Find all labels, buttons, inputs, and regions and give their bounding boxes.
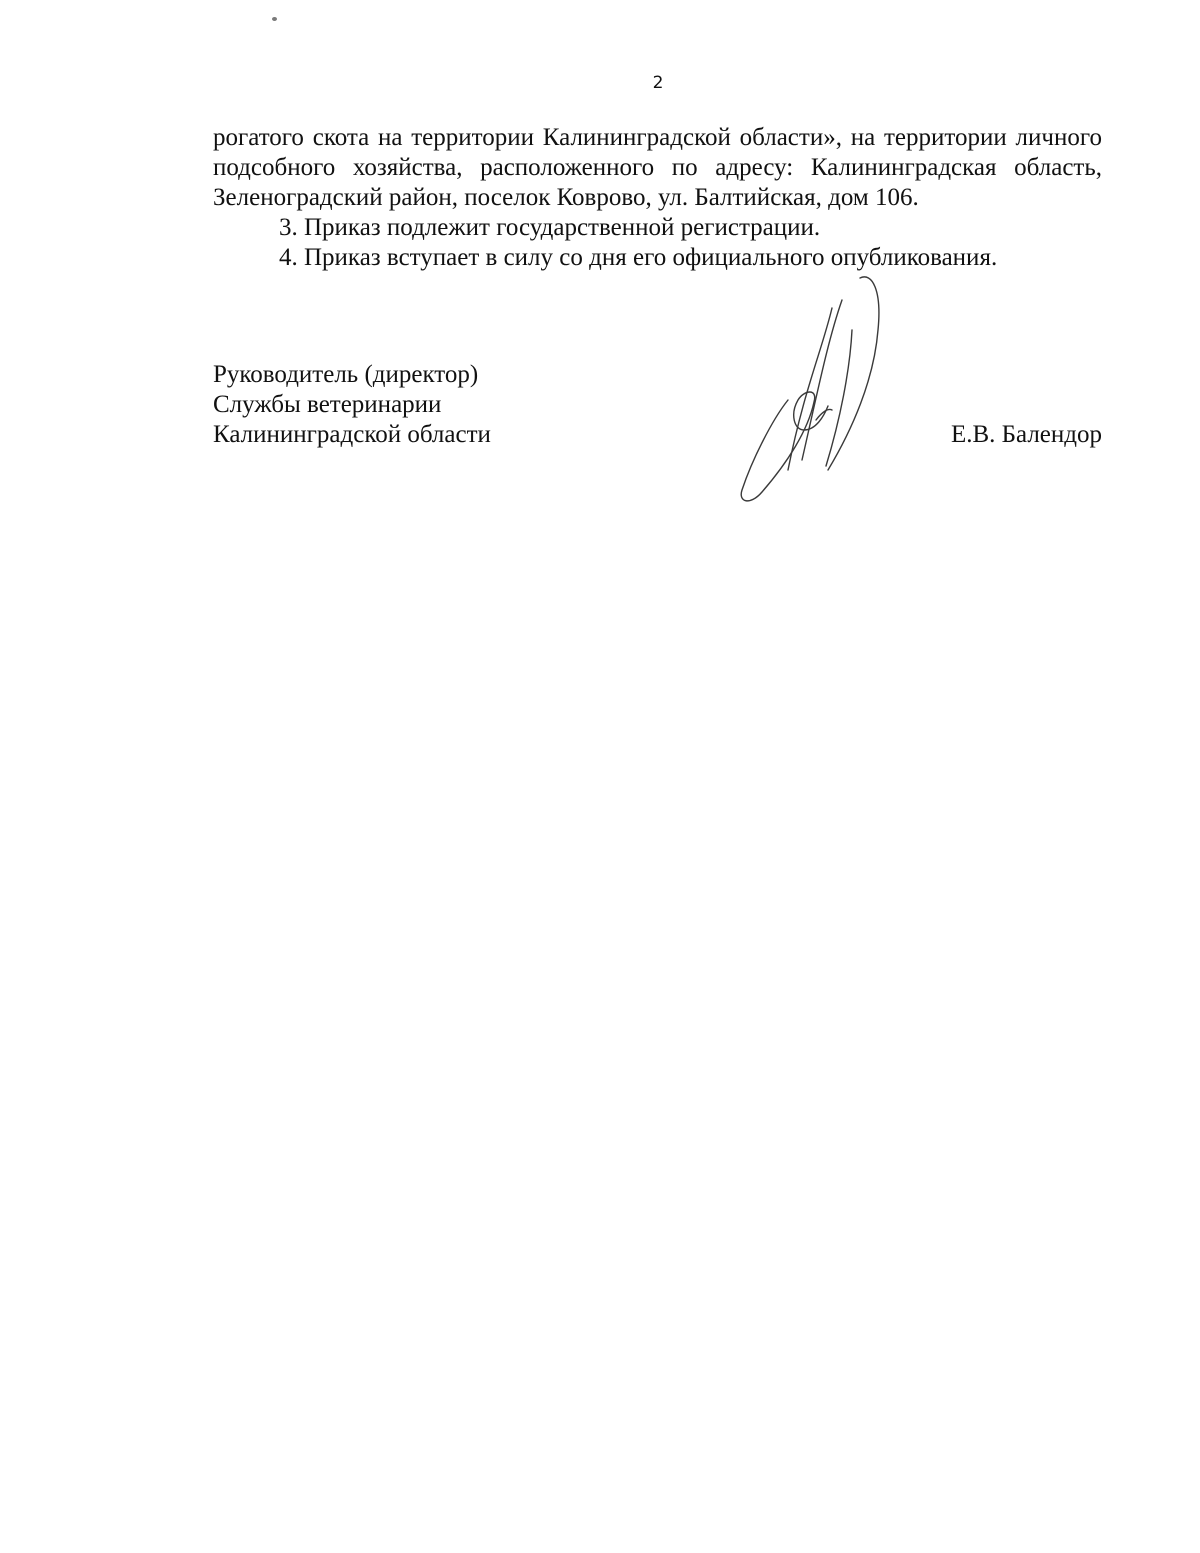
signature-block xyxy=(213,360,1102,520)
signatory-position xyxy=(213,360,633,450)
scan-speck xyxy=(272,17,277,21)
document-body xyxy=(213,123,1102,273)
position-line-1: Руководитель (директор) xyxy=(213,361,479,388)
position-line-3: Калининградской области xyxy=(213,421,491,448)
page-number: 2 xyxy=(652,73,664,93)
item-4: 4. Приказ вступает в силу со дня его официального опубликования. xyxy=(279,244,998,271)
item-3: 3. Приказ подлежит государственной регистрации. xyxy=(279,214,821,241)
continuation-paragraph: рогатого скота на территории Калининградской области», на территории личного подсобного хозяйства, расположенного по адресу: Калининградская область, Зеленоградский район, поселок Коврово, ул. Балтийская, дом 106. xyxy=(213,124,1102,211)
position-line-2: Службы ветеринарии xyxy=(213,391,442,418)
handwritten-signature xyxy=(732,270,892,510)
signer-name: Е.В. Балендор xyxy=(950,421,1102,448)
